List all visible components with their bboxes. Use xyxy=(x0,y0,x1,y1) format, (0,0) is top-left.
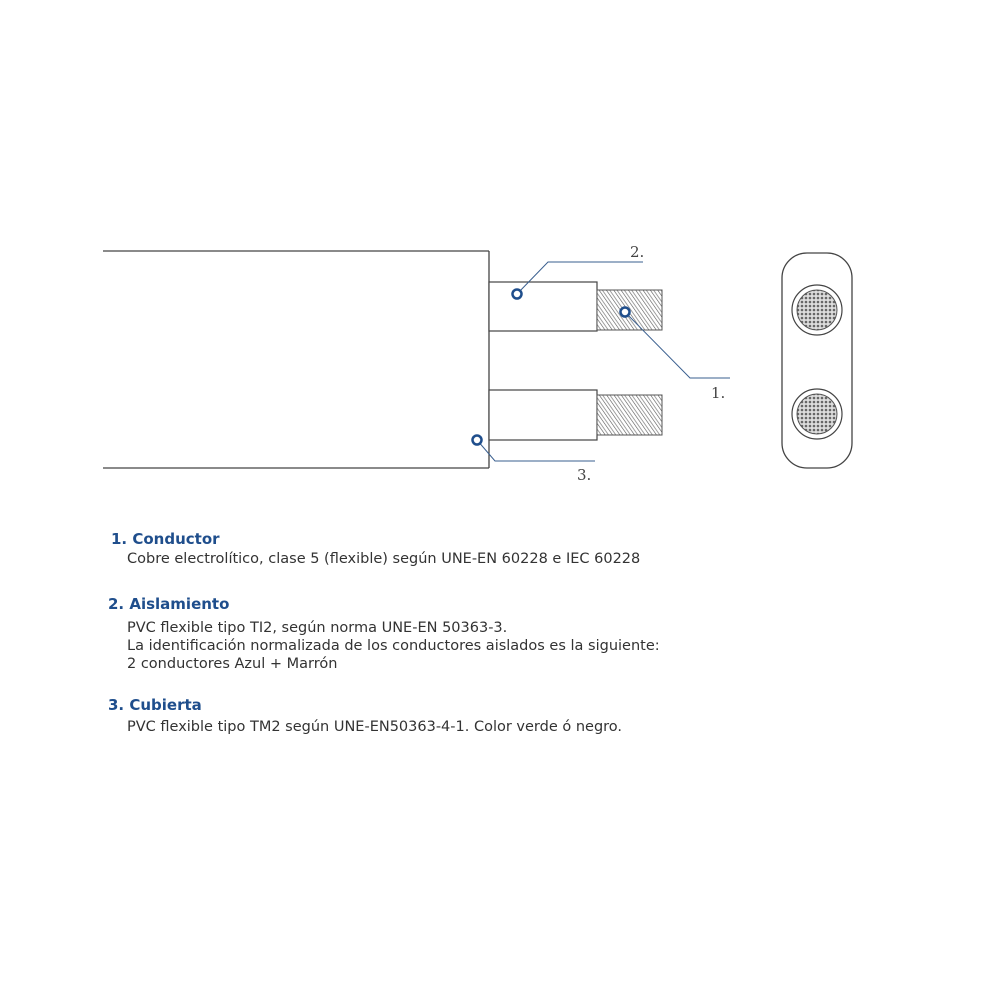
callout-label-1: 1. xyxy=(711,384,726,402)
section-text-cubierta-line-1: PVC flexible tipo TM2 según UNE-EN50363-4-1. Color verde ó negro. xyxy=(127,719,623,735)
marker-1 xyxy=(621,308,630,317)
callout-label-2: 2. xyxy=(630,243,645,261)
callout-label-3: 3. xyxy=(577,466,592,484)
leader-line-3 xyxy=(477,440,595,461)
lower-copper-strands xyxy=(597,395,662,435)
section-text-aislamiento-line-1: PVC flexible tipo TI2, según norma UNE-EN 50363-3. xyxy=(127,620,508,636)
section-title-cubierta: 3. Cubierta xyxy=(108,696,202,714)
section-text-aislamiento-line-3: 2 conductores Azul + Marrón xyxy=(127,656,338,672)
lower-cross-section-conductor xyxy=(797,394,837,434)
sheath-side-view xyxy=(103,251,489,468)
marker-2 xyxy=(513,290,522,299)
section-text-aislamiento-line-2: La identificación normalizada de los conductores aislados es la siguiente: xyxy=(127,638,660,654)
lower-insulated-conductor xyxy=(489,390,662,440)
upper-cross-section-conductor xyxy=(797,290,837,330)
section-text-conductor-line-1: Cobre electrolítico, clase 5 (flexible) según UNE-EN 60228 e IEC 60228 xyxy=(127,551,641,567)
section-title-conductor: 1. Conductor xyxy=(111,530,220,548)
marker-3 xyxy=(473,436,482,445)
cross-section-view xyxy=(782,253,852,468)
section-title-aislamiento: 2. Aislamiento xyxy=(108,595,230,613)
